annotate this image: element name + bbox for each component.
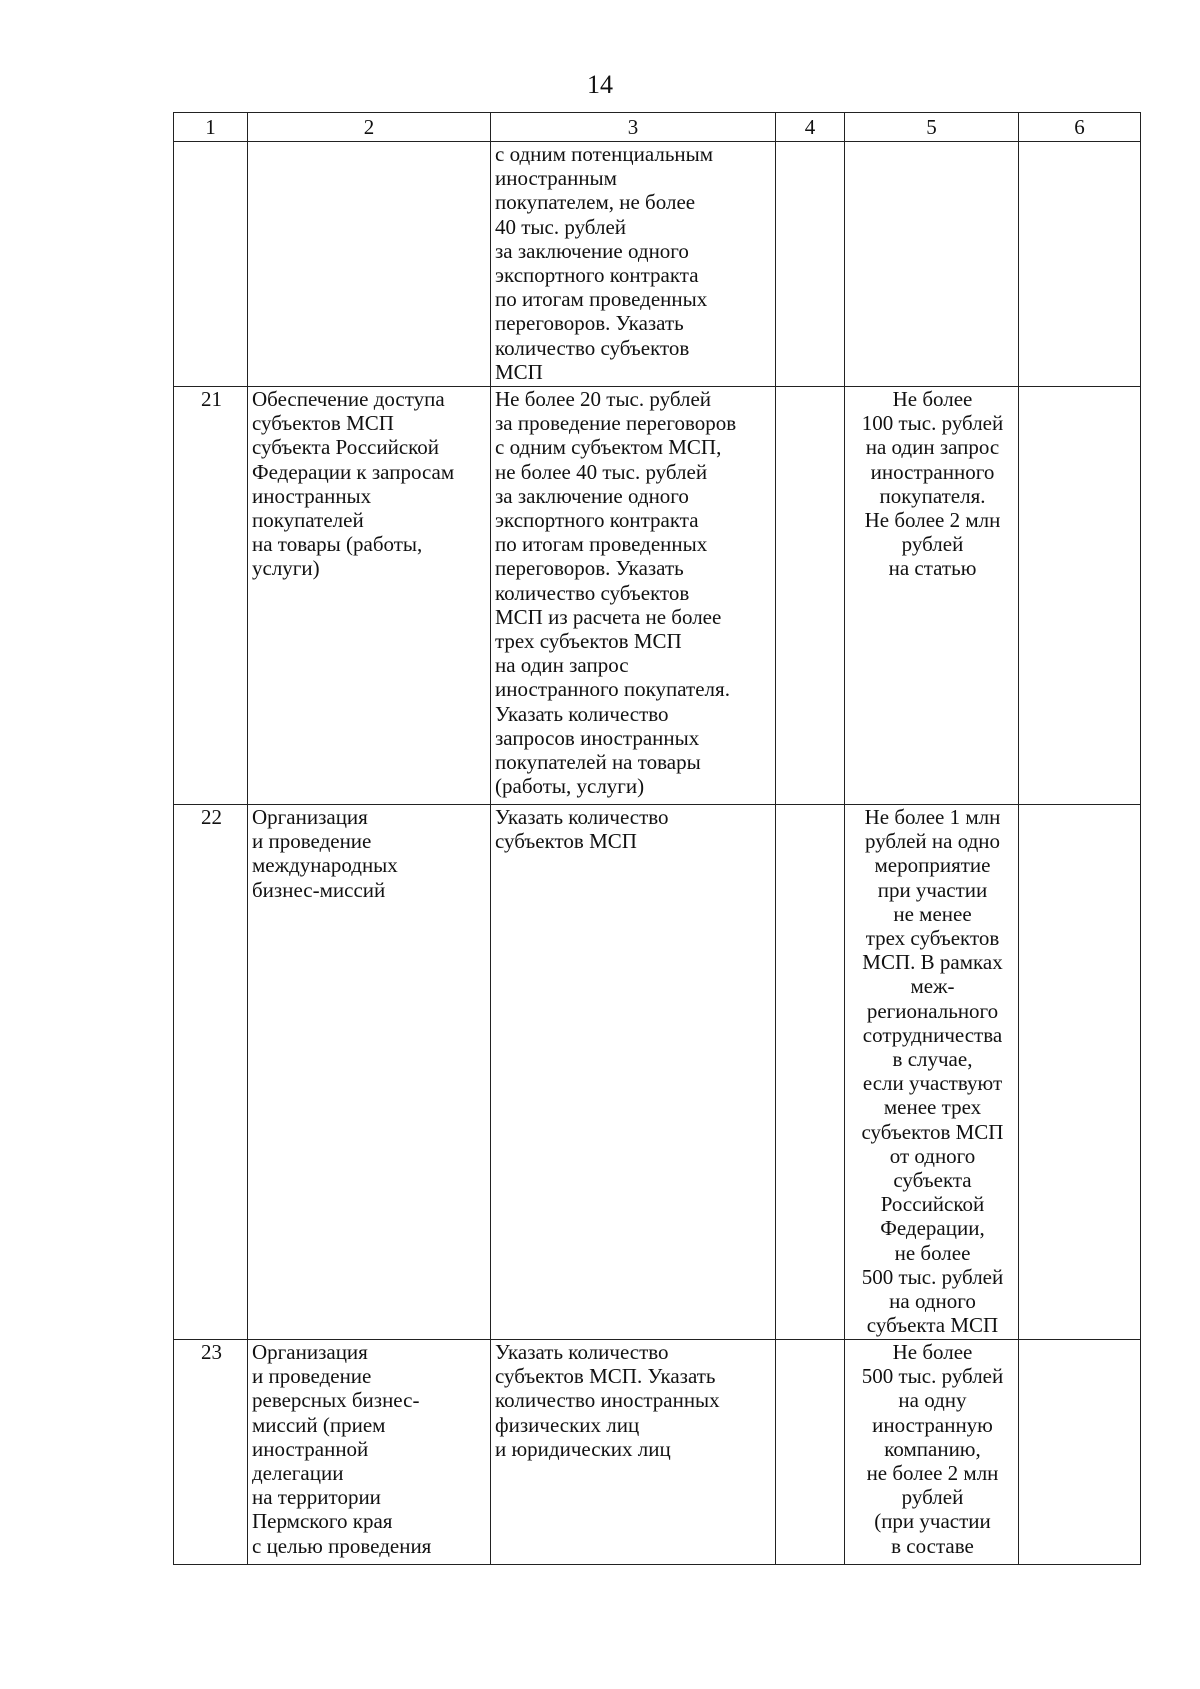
row-number-cell: 22: [174, 805, 248, 1340]
limit-cell: Не более 500 тыс. рублей на одну иностранную компанию, не более 2 млн рублей (при участии в составе: [845, 1340, 1019, 1565]
table-row: [174, 1340, 1141, 1565]
limit-cell: [845, 142, 1019, 387]
table-cell: [776, 1340, 845, 1565]
activity-cell: Организация и проведение международных бизнес-миссий: [248, 805, 491, 1340]
header-cell: 5: [845, 113, 1019, 142]
table-row: [174, 805, 1141, 1340]
table-cell: [1019, 387, 1141, 805]
row-number-cell: [174, 142, 248, 387]
header-cell: 6: [1019, 113, 1141, 142]
table-cell: [1019, 142, 1141, 387]
table-cell: [1019, 805, 1141, 1340]
row-number-cell: 21: [174, 387, 248, 805]
document-table: [173, 112, 1141, 1565]
header-cell: 4: [776, 113, 845, 142]
table-cell: [776, 387, 845, 805]
header-cell: 3: [491, 113, 776, 142]
table-header-row: [174, 113, 1141, 142]
description-cell: Указать количество субъектов МСП: [491, 805, 776, 1340]
limit-cell: Не более 1 млн рублей на одно мероприятие при участии не менее трех субъектов МСП. В рамках меж- регионального сотрудничества в случае, если участвуют менее трех субъектов МСП от одного субъекта Российской Федерации, не более 500 тыс. рублей на одного субъекта МСП: [845, 805, 1019, 1340]
table-cell: [776, 805, 845, 1340]
page-number: 14: [587, 70, 613, 99]
limit-cell: Не более 100 тыс. рублей на один запрос иностранного покупателя. Не более 2 млн рублей на статью: [845, 387, 1019, 805]
table-cell: [776, 142, 845, 387]
description-cell: Указать количество субъектов МСП. Указать количество иностранных физических лиц и юридических лиц: [491, 1340, 776, 1565]
table-row: [174, 142, 1141, 387]
row-number-cell: 23: [174, 1340, 248, 1565]
activity-cell: Организация и проведение реверсных бизнес- миссий (прием иностранной делегации на территории Пермского края с целью проведения: [248, 1340, 491, 1565]
table-row: [174, 387, 1141, 805]
description-cell: с одним потенциальным иностранным покупателем, не более 40 тыс. рублей за заключение одного экспортного контракта по итогам проведенных переговоров. Указать количество субъектов МСП: [491, 142, 776, 387]
activity-cell: [248, 142, 491, 387]
table-cell: [1019, 1340, 1141, 1565]
header-cell: 1: [174, 113, 248, 142]
activity-cell: Обеспечение доступа субъектов МСП субъекта Российской Федерации к запросам иностранных покупателей на товары (работы, услуги): [248, 387, 491, 805]
header-cell: 2: [248, 113, 491, 142]
description-cell: Не более 20 тыс. рублей за проведение переговоров с одним субъектом МСП, не более 40 тыс. рублей за заключение одного экспортного контракта по итогам проведенных переговоров. Указать количество субъектов МСП из расчета не более трех субъектов МСП на один запрос иностранного покупателя. Указать количество запросов иностранных покупателей на товары (работы, услуги): [491, 387, 776, 805]
